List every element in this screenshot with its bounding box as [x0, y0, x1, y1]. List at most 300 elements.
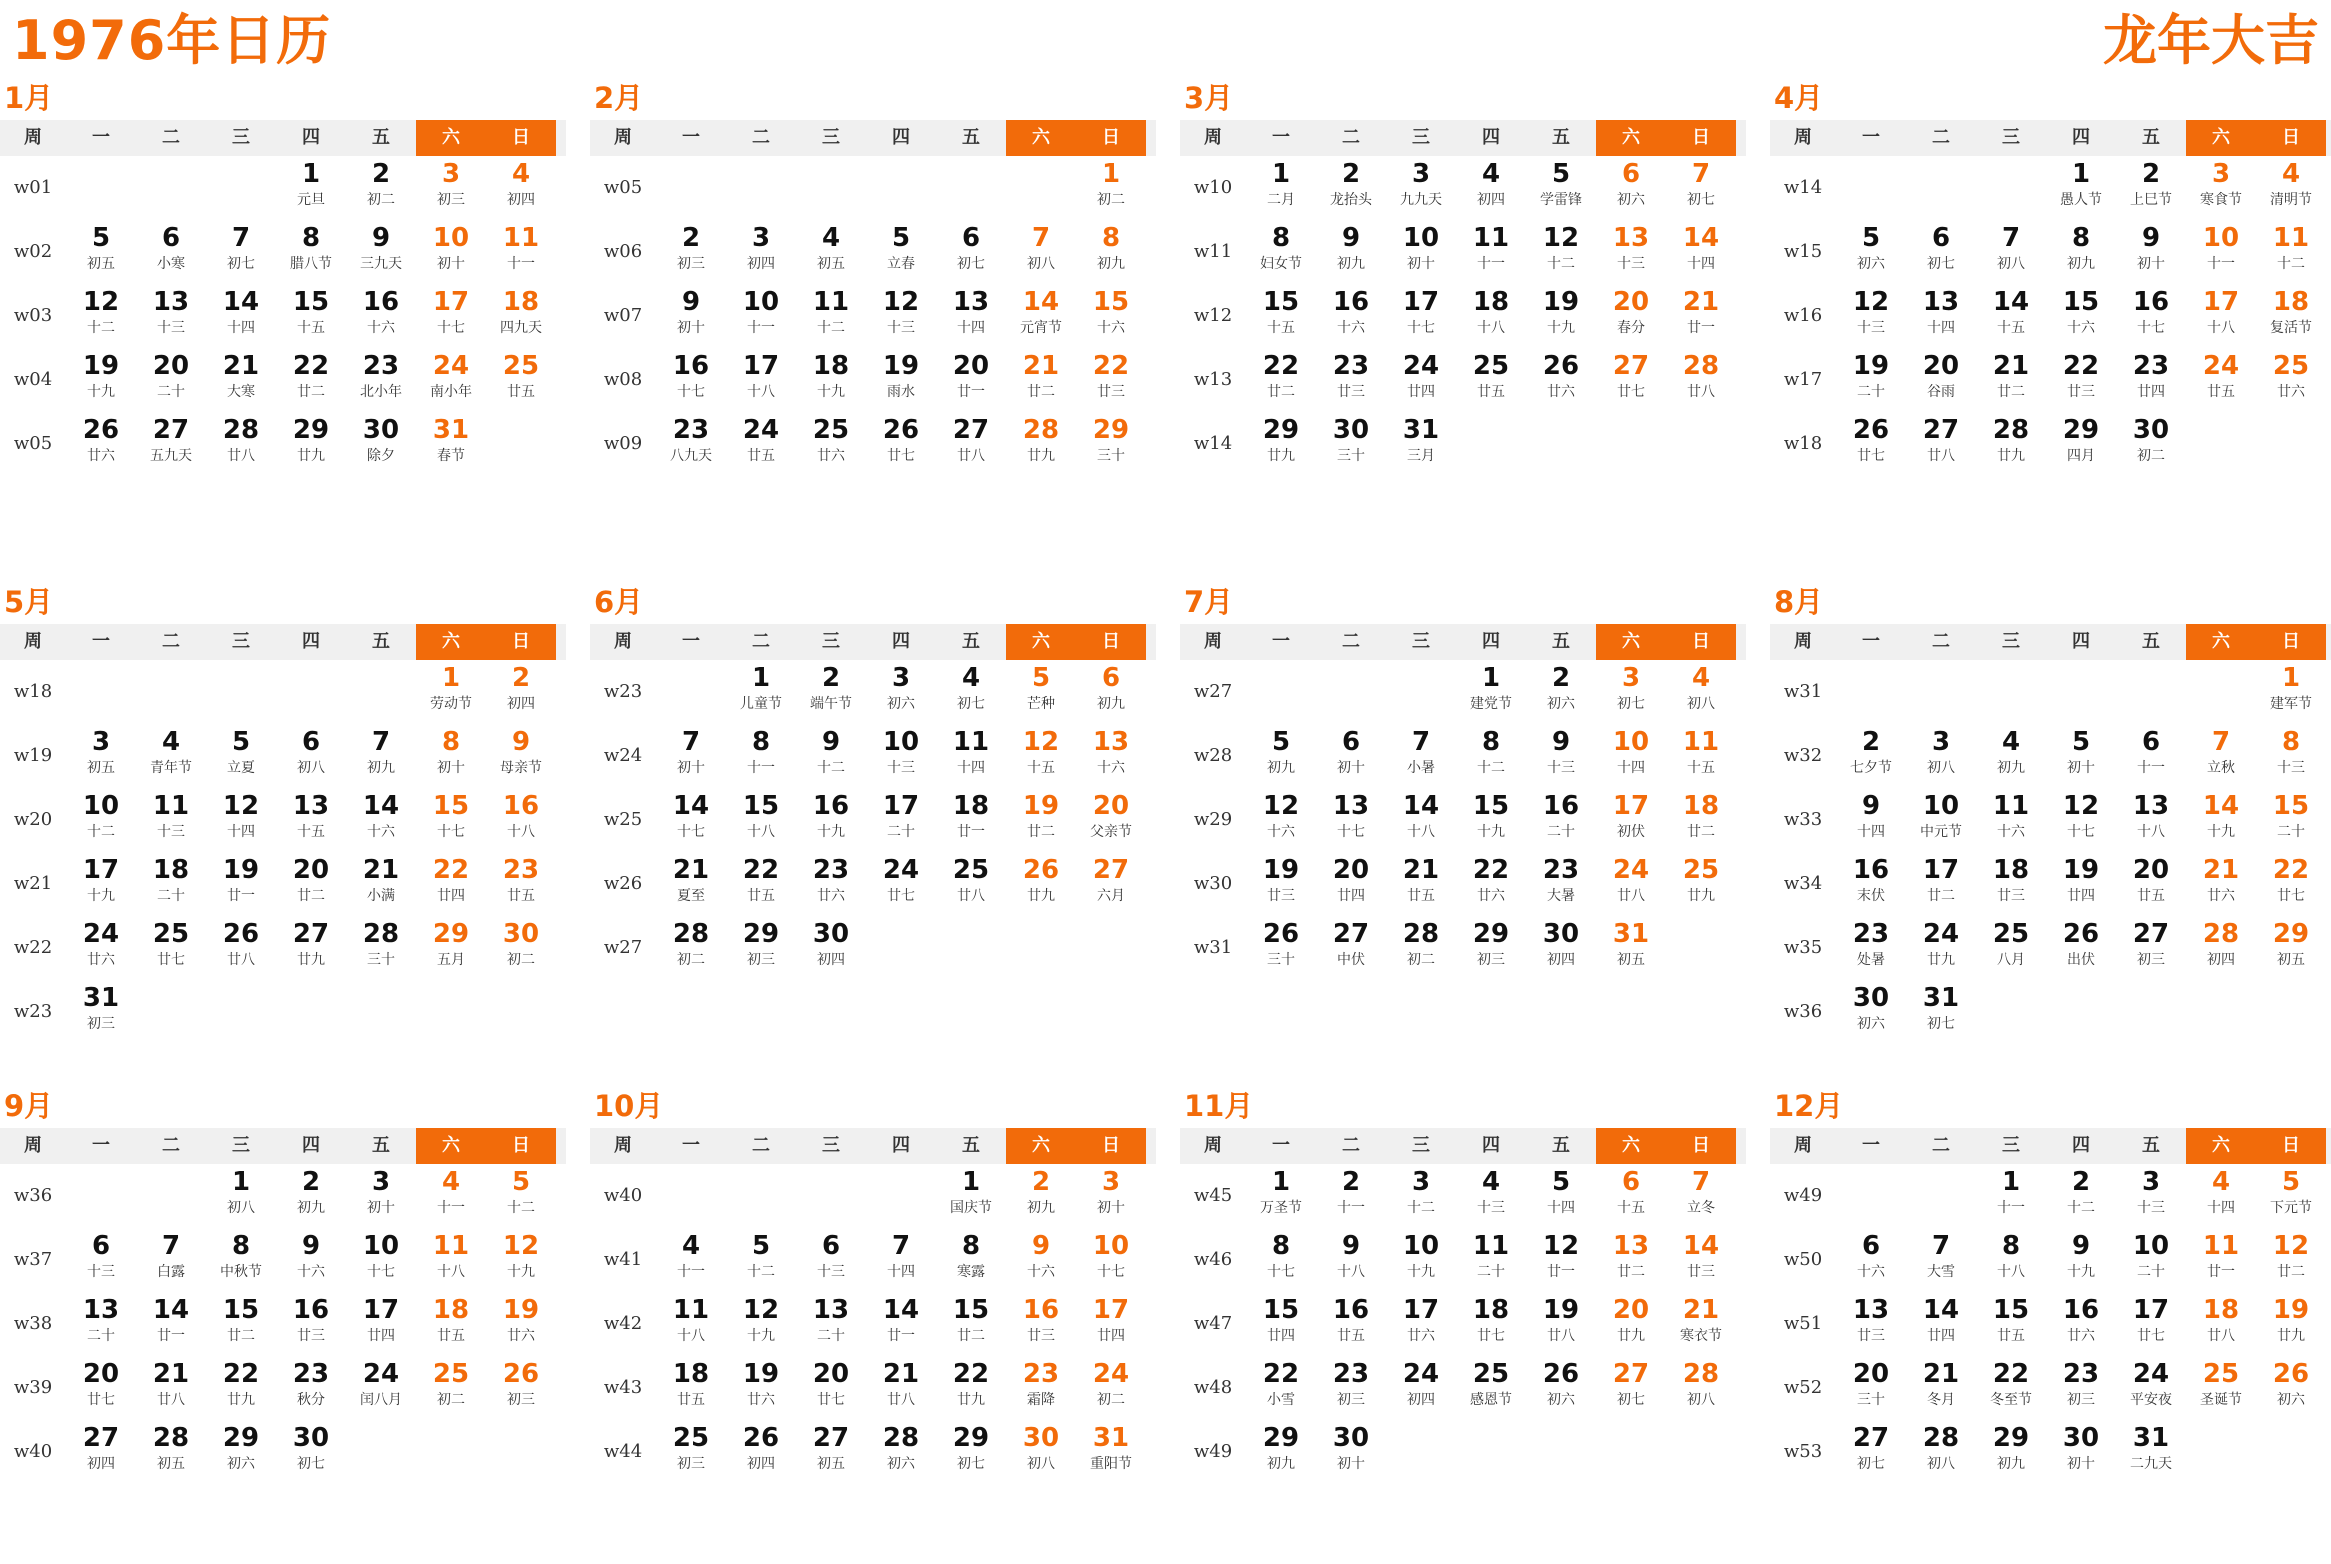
- empty-day-cell: [1596, 412, 1666, 476]
- day-number: 26: [1022, 855, 1060, 885]
- weekday-header: [1770, 120, 2331, 156]
- lunar-date: 初七: [957, 696, 985, 712]
- lunar-date: 初四: [747, 256, 775, 272]
- week-row: [590, 1164, 1156, 1228]
- day-number: 8: [1481, 727, 1501, 757]
- day-number: 30: [1022, 1423, 1060, 1453]
- lunar-date: 初十: [1407, 256, 1435, 272]
- day-number: 2: [2071, 1167, 2091, 1197]
- day-cell: [1526, 1164, 1596, 1228]
- week-row: [590, 1228, 1156, 1292]
- day-number: 29: [1262, 1423, 1300, 1453]
- weekday-header-cell: 一: [92, 631, 110, 652]
- day-number: 13: [952, 287, 990, 317]
- day-cell: [936, 1228, 1006, 1292]
- day-cell: [1906, 724, 1976, 788]
- weekday-header-cell: 日: [1076, 624, 1146, 660]
- day-cell: [1456, 660, 1526, 724]
- week-number: w11: [1193, 241, 1233, 262]
- day-cell: [416, 1164, 486, 1228]
- lunar-date: 初九: [1267, 760, 1295, 776]
- weekday-header-cell: 六: [2186, 120, 2256, 156]
- day-number: 11: [812, 287, 850, 317]
- day-number: 6: [1341, 727, 1361, 757]
- day-cell: [1456, 724, 1526, 788]
- lunar-date: 廿六: [2277, 384, 2305, 400]
- lunar-date: 十四: [1617, 760, 1645, 776]
- lunar-date: 出伏: [2067, 952, 2095, 968]
- day-number: 7: [1031, 223, 1051, 253]
- day-cell: [866, 788, 936, 852]
- day-cell: [1596, 156, 1666, 220]
- day-cell: [1316, 156, 1386, 220]
- lunar-date: 廿一: [1547, 1264, 1575, 1280]
- day-number: 3: [1101, 1167, 1121, 1197]
- day-number: 3: [1931, 727, 1951, 757]
- day-cell: [726, 788, 796, 852]
- day-cell: [276, 1292, 346, 1356]
- week-number: w37: [13, 1249, 53, 1270]
- day-cell: [656, 1356, 726, 1420]
- day-cell: [656, 412, 726, 476]
- day-cell: [1316, 916, 1386, 980]
- day-number: 1: [301, 159, 321, 189]
- empty-day-cell: [1836, 156, 1906, 220]
- day-cell: [276, 284, 346, 348]
- day-number: 3: [441, 159, 461, 189]
- weekday-header-cell: 日: [1076, 120, 1146, 156]
- day-cell: [2116, 220, 2186, 284]
- day-cell: [866, 852, 936, 916]
- weekday-header-cell: 一: [682, 127, 700, 148]
- week-row: [0, 852, 566, 916]
- day-cell: [2046, 412, 2116, 476]
- lunar-date: 廿二: [2277, 1264, 2305, 1280]
- day-number: 19: [1262, 855, 1300, 885]
- day-number: 15: [952, 1295, 990, 1325]
- lunar-date: 廿六: [817, 448, 845, 464]
- day-number: 10: [1612, 727, 1650, 757]
- day-cell: [2046, 1292, 2116, 1356]
- lunar-date: 初九: [1027, 1200, 1055, 1216]
- day-number: 27: [82, 1423, 120, 1453]
- day-cell: [1316, 788, 1386, 852]
- day-cell: [1526, 788, 1596, 852]
- lunar-date: 大暑: [1547, 888, 1575, 904]
- lunar-date: 廿一: [1687, 320, 1715, 336]
- day-number: 6: [961, 223, 981, 253]
- day-number: 27: [1332, 919, 1370, 949]
- day-number: 11: [672, 1295, 710, 1325]
- weekday-header-cell: 三: [2002, 1135, 2020, 1156]
- lunar-date: 十六: [1267, 824, 1295, 840]
- lunar-date: 初七: [1927, 256, 1955, 272]
- day-number: 19: [502, 1295, 540, 1325]
- week-number: w34: [1783, 873, 1823, 894]
- lunar-date: 十八: [747, 824, 775, 840]
- day-number: 5: [2071, 727, 2091, 757]
- weekday-header: [0, 1128, 566, 1164]
- day-cell: [726, 412, 796, 476]
- week-column-header: 周: [1204, 1135, 1222, 1156]
- lunar-date: 廿七: [87, 1392, 115, 1408]
- day-number: 3: [1411, 159, 1431, 189]
- lunar-date: 十九: [747, 1328, 775, 1344]
- day-number: 13: [1922, 287, 1960, 317]
- day-number: 27: [812, 1423, 850, 1453]
- day-cell: [2116, 1420, 2186, 1484]
- weekday-header: [1180, 1128, 1746, 1164]
- lunar-date: 廿七: [1857, 448, 1885, 464]
- day-cell: [1316, 284, 1386, 348]
- day-number: 18: [2202, 1295, 2240, 1325]
- day-cell: [1456, 348, 1526, 412]
- day-number: 24: [2202, 351, 2240, 381]
- lunar-date: 十六: [1097, 760, 1125, 776]
- day-number: 24: [1092, 1359, 1130, 1389]
- day-number: 16: [672, 351, 710, 381]
- lunar-date: 二十: [87, 1328, 115, 1344]
- empty-day-cell: [726, 156, 796, 220]
- lunar-date: 圣诞节: [2200, 1392, 2242, 1408]
- day-number: 19: [742, 1359, 780, 1389]
- day-number: 25: [812, 415, 850, 445]
- empty-day-cell: [1386, 660, 1456, 724]
- day-number: 15: [2272, 791, 2310, 821]
- day-number: 21: [882, 1359, 920, 1389]
- day-number: 15: [222, 1295, 260, 1325]
- day-number: 17: [362, 1295, 400, 1325]
- week-row: [1770, 852, 2331, 916]
- week-row: [0, 1420, 566, 1484]
- lunar-date: 芒种: [1027, 696, 1055, 712]
- day-cell: [1836, 1356, 1906, 1420]
- day-cell: [1666, 1228, 1736, 1292]
- lunar-date: 立秋: [2207, 760, 2235, 776]
- week-number: w45: [1193, 1185, 1233, 1206]
- day-number: 17: [1612, 791, 1650, 821]
- day-cell: [1526, 1228, 1596, 1292]
- month-title: 4月: [1774, 81, 1824, 115]
- day-number: 7: [1411, 727, 1431, 757]
- day-number: 6: [91, 1231, 111, 1261]
- day-cell: [1076, 1228, 1146, 1292]
- lunar-date: 廿六: [87, 448, 115, 464]
- day-number: 6: [821, 1231, 841, 1261]
- day-number: 18: [1682, 791, 1720, 821]
- day-cell: [936, 1356, 1006, 1420]
- week-number: w52: [1783, 1377, 1823, 1398]
- day-cell: [2256, 1228, 2326, 1292]
- lunar-date: 初十: [1337, 760, 1365, 776]
- day-cell: [1316, 724, 1386, 788]
- lunar-date: 春节: [437, 448, 465, 464]
- weekday-header-cell: 二: [162, 631, 180, 652]
- week-row: [1770, 1228, 2331, 1292]
- lunar-date: 廿一: [227, 888, 255, 904]
- day-number: 15: [1262, 287, 1300, 317]
- lunar-date: 十四: [227, 320, 255, 336]
- week-number: w27: [1193, 681, 1233, 702]
- day-number: 20: [1852, 1359, 1890, 1389]
- empty-day-cell: [2116, 660, 2186, 724]
- day-cell: [1316, 1164, 1386, 1228]
- lunar-date: 初九: [1997, 760, 2025, 776]
- day-cell: [1386, 156, 1456, 220]
- lunar-date: 廿五: [1337, 1328, 1365, 1344]
- weekday-header-cell: 三: [232, 127, 250, 148]
- empty-day-cell: [206, 660, 276, 724]
- weekday-header-cell: 一: [1272, 631, 1290, 652]
- lunar-date: 初十: [2067, 760, 2095, 776]
- day-cell: [206, 916, 276, 980]
- day-cell: [1906, 348, 1976, 412]
- day-number: 3: [891, 663, 911, 693]
- day-number: 4: [821, 223, 841, 253]
- day-cell: [1316, 1292, 1386, 1356]
- day-number: 24: [1612, 855, 1650, 885]
- month-block: [0, 76, 566, 556]
- day-cell: [136, 724, 206, 788]
- day-cell: [2186, 916, 2256, 980]
- lunar-date: 七夕节: [1850, 760, 1892, 776]
- weekday-header: [1770, 1128, 2331, 1164]
- day-number: 18: [1472, 1295, 1510, 1325]
- weekday-header: [1180, 624, 1746, 660]
- day-cell: [2256, 1356, 2326, 1420]
- day-number: 9: [2071, 1231, 2091, 1261]
- lunar-date: 初九: [1337, 256, 1365, 272]
- week-number: w10: [1193, 177, 1233, 198]
- day-cell: [1456, 156, 1526, 220]
- week-row: [0, 1164, 566, 1228]
- day-number: 11: [1472, 1231, 1510, 1261]
- week-column-header: 周: [614, 127, 632, 148]
- day-number: 29: [1092, 415, 1130, 445]
- empty-day-cell: [656, 1164, 726, 1228]
- day-cell: [136, 348, 206, 412]
- day-number: 18: [432, 1295, 470, 1325]
- day-number: 8: [231, 1231, 251, 1261]
- lunar-date: 初二: [2137, 448, 2165, 464]
- day-cell: [1906, 980, 1976, 1044]
- week-row: [0, 284, 566, 348]
- week-row: [1180, 412, 1746, 476]
- empty-day-cell: [1456, 412, 1526, 476]
- day-number: 30: [1332, 1423, 1370, 1453]
- lunar-date: 初九: [297, 1200, 325, 1216]
- week-row: [1180, 1228, 1746, 1292]
- week-number: w35: [1783, 937, 1823, 958]
- day-cell: [2116, 1292, 2186, 1356]
- day-cell: [796, 1420, 866, 1484]
- week-row: [1180, 916, 1746, 980]
- day-cell: [276, 156, 346, 220]
- week-column-header: 周: [614, 631, 632, 652]
- lunar-date: 十四: [227, 824, 255, 840]
- lunar-date: 十二: [87, 320, 115, 336]
- lunar-date: 廿九: [1267, 448, 1295, 464]
- day-number: 5: [91, 223, 111, 253]
- day-cell: [796, 660, 866, 724]
- lunar-date: 十二: [1407, 1200, 1435, 1216]
- day-cell: [416, 284, 486, 348]
- day-number: 29: [1262, 415, 1300, 445]
- day-cell: [866, 1292, 936, 1356]
- day-cell: [2256, 916, 2326, 980]
- weekday-header-cell: 日: [486, 120, 556, 156]
- day-cell: [1386, 1356, 1456, 1420]
- day-number: 8: [961, 1231, 981, 1261]
- day-number: 2: [1551, 663, 1571, 693]
- lunar-date: 廿九: [1617, 1328, 1645, 1344]
- lunar-date: 初三: [87, 1016, 115, 1032]
- lunar-date: 初七: [1687, 192, 1715, 208]
- lunar-date: 初三: [677, 256, 705, 272]
- day-number: 6: [1101, 663, 1121, 693]
- lunar-date: 十六: [367, 824, 395, 840]
- day-number: 26: [82, 415, 120, 445]
- lunar-date: 小寒: [157, 256, 185, 272]
- day-cell: [1076, 788, 1146, 852]
- day-cell: [866, 284, 936, 348]
- week-number: w47: [1193, 1313, 1233, 1334]
- day-cell: [2256, 660, 2326, 724]
- day-cell: [1076, 412, 1146, 476]
- week-number: w03: [13, 305, 53, 326]
- day-number: 5: [1551, 1167, 1571, 1197]
- lunar-date: 十六: [1997, 824, 2025, 840]
- lunar-date: 初八: [297, 760, 325, 776]
- day-number: 20: [1922, 351, 1960, 381]
- lunar-date: 十八: [1997, 1264, 2025, 1280]
- lunar-date: 十五: [297, 824, 325, 840]
- lunar-date: 廿四: [2137, 384, 2165, 400]
- day-cell: [2116, 1356, 2186, 1420]
- day-number: 29: [1472, 919, 1510, 949]
- empty-day-cell: [136, 980, 206, 1044]
- week-row: [1770, 156, 2331, 220]
- lunar-date: 廿三: [1027, 1328, 1055, 1344]
- day-cell: [2116, 1164, 2186, 1228]
- day-cell: [2116, 348, 2186, 412]
- weekday-header-cell: 六: [1006, 120, 1076, 156]
- empty-day-cell: [936, 916, 1006, 980]
- lunar-date: 初七: [1617, 1392, 1645, 1408]
- day-number: 9: [1861, 791, 1881, 821]
- lunar-date: 初四: [87, 1456, 115, 1472]
- lunar-date: 廿三: [1097, 384, 1125, 400]
- day-number: 2: [821, 663, 841, 693]
- day-cell: [866, 348, 936, 412]
- day-number: 14: [222, 287, 260, 317]
- lunar-date: 十七: [2137, 320, 2165, 336]
- day-cell: [136, 916, 206, 980]
- lunar-date: 清明节: [2270, 192, 2312, 208]
- weekday-header-cell: 一: [682, 631, 700, 652]
- empty-day-cell: [1976, 980, 2046, 1044]
- day-cell: [1836, 220, 1906, 284]
- day-number: 9: [2141, 223, 2161, 253]
- day-number: 2: [301, 1167, 321, 1197]
- weekday-header-cell: 日: [1666, 120, 1736, 156]
- week-row: [590, 788, 1156, 852]
- day-number: 14: [362, 791, 400, 821]
- weekday-header-cell: 三: [822, 127, 840, 148]
- day-cell: [346, 1228, 416, 1292]
- day-number: 21: [672, 855, 710, 885]
- month-title: 10月: [594, 1089, 664, 1123]
- week-number: w40: [13, 1441, 53, 1462]
- lunar-date: 初二: [367, 192, 395, 208]
- day-cell: [936, 1292, 1006, 1356]
- lunar-date: 廿二: [1617, 1264, 1645, 1280]
- day-cell: [1836, 852, 1906, 916]
- day-cell: [1076, 156, 1146, 220]
- day-number: 16: [2132, 287, 2170, 317]
- lunar-date: 廿八: [1927, 448, 1955, 464]
- day-number: 9: [301, 1231, 321, 1261]
- lunar-date: 劳动节: [430, 696, 472, 712]
- lunar-date: 四月: [2067, 448, 2095, 464]
- day-number: 5: [1861, 223, 1881, 253]
- lunar-date: 初五: [157, 1456, 185, 1472]
- lunar-date: 初六: [1857, 1016, 1885, 1032]
- lunar-date: 十七: [1337, 824, 1365, 840]
- day-number: 19: [222, 855, 260, 885]
- day-number: 22: [2062, 351, 2100, 381]
- weekday-header-cell: 日: [1666, 624, 1736, 660]
- week-number: w48: [1193, 1377, 1233, 1398]
- day-number: 1: [2071, 159, 2091, 189]
- day-cell: [1386, 724, 1456, 788]
- lunar-date: 二十: [2137, 1264, 2165, 1280]
- day-cell: [726, 660, 796, 724]
- weekday-header-cell: 一: [1862, 127, 1880, 148]
- day-number: 18: [672, 1359, 710, 1389]
- day-cell: [136, 284, 206, 348]
- day-cell: [1666, 788, 1736, 852]
- empty-day-cell: [66, 156, 136, 220]
- empty-day-cell: [66, 1164, 136, 1228]
- lunar-date: 初九: [1097, 696, 1125, 712]
- week-number: w23: [603, 681, 643, 702]
- lunar-date: 十一: [2207, 256, 2235, 272]
- weekday-header-cell: 二: [1932, 1135, 1950, 1156]
- lunar-date: 二十: [157, 384, 185, 400]
- day-cell: [1076, 284, 1146, 348]
- weekday-header-cell: 三: [232, 1135, 250, 1156]
- day-cell: [2046, 284, 2116, 348]
- day-number: 10: [1922, 791, 1960, 821]
- lunar-date: 初二: [1407, 952, 1435, 968]
- day-cell: [1076, 660, 1146, 724]
- day-number: 30: [1542, 919, 1580, 949]
- lunar-date: 廿七: [817, 1392, 845, 1408]
- day-cell: [1526, 156, 1596, 220]
- day-number: 12: [502, 1231, 540, 1261]
- week-row: [1180, 1164, 1746, 1228]
- lunar-date: 春分: [1617, 320, 1645, 336]
- week-row: [1770, 348, 2331, 412]
- day-cell: [936, 724, 1006, 788]
- day-cell: [276, 1228, 346, 1292]
- day-number: 30: [1852, 983, 1890, 1013]
- lunar-date: 小暑: [1407, 760, 1435, 776]
- day-cell: [1316, 220, 1386, 284]
- weekday-header-cell: 二: [752, 1135, 770, 1156]
- lunar-date: 十二: [1547, 256, 1575, 272]
